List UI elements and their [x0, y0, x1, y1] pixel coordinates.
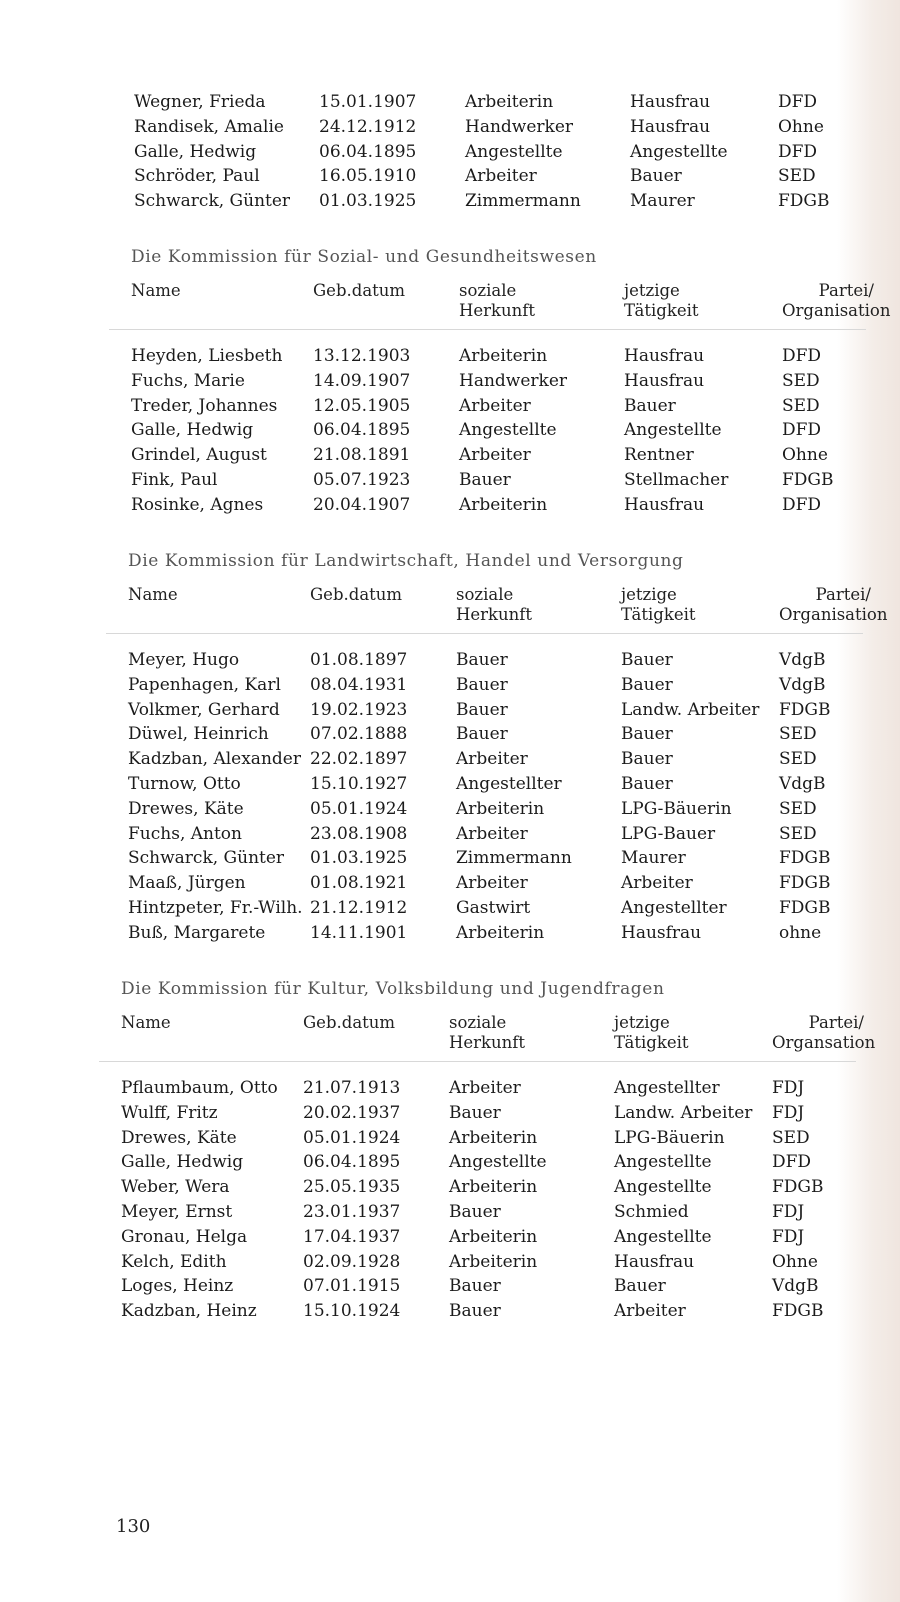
cell-origin: Bauer — [449, 1276, 501, 1297]
col-occupation-header: jetzige Tätigkeit — [624, 281, 699, 320]
cell-birthdate: 14.09.1907 — [313, 370, 411, 391]
cell-name: Düwel, Heinrich — [128, 724, 269, 745]
cell-occupation: Hausfrau — [624, 494, 705, 515]
cell-origin: Bauer — [456, 699, 508, 720]
cell-occupation: Landw. Arbeiter — [621, 699, 760, 720]
cell-party: VdgB — [779, 650, 826, 670]
table-row — [121, 1175, 864, 1200]
cell-party: DFD — [782, 420, 822, 441]
cell-occupation: LPG-Bäuerin — [614, 1127, 725, 1148]
table-row — [121, 1150, 864, 1175]
cell-party: FDGB — [779, 848, 831, 869]
table-row — [121, 1225, 864, 1250]
table-row — [128, 871, 871, 896]
cell-origin: Bauer — [449, 1201, 501, 1222]
cell-name: Drewes, Käte — [128, 798, 244, 819]
cell-birthdate: 20.02.1937 — [303, 1102, 401, 1123]
table-row — [134, 90, 870, 115]
table-row — [128, 797, 871, 822]
table-header — [109, 281, 891, 330]
col-party-header: Partei/ Organsation — [772, 1013, 876, 1052]
table-body — [121, 1076, 864, 1324]
cell-origin: Arbeiter — [459, 395, 531, 416]
cell-party: FDGB — [782, 469, 834, 490]
cell-origin: Arbeiter — [465, 166, 537, 187]
commission-social-health — [131, 247, 891, 518]
cell-birthdate: 17.04.1937 — [303, 1226, 401, 1247]
cell-party: FDGB — [772, 1301, 824, 1322]
cell-origin: Bauer — [459, 469, 511, 490]
cell-occupation: Bauer — [621, 724, 673, 745]
commission-culture-education — [121, 979, 876, 1324]
cell-birthdate: 05.01.1924 — [310, 798, 408, 819]
table-row — [128, 698, 871, 723]
cell-party: SED — [779, 749, 817, 770]
section-title: Die Kommission für Kultur, Volksbildung und Jugendfragen — [121, 979, 665, 999]
cell-birthdate: 02.09.1928 — [303, 1251, 401, 1272]
col-origin-header: soziale Herkunft — [456, 585, 533, 624]
table-row — [121, 1250, 864, 1275]
continued-member-table — [134, 90, 870, 214]
cell-origin: Angestellte — [449, 1152, 547, 1173]
cell-occupation: LPG-Bauer — [621, 823, 716, 844]
table-row — [121, 1076, 864, 1101]
cell-birthdate: 15.10.1924 — [303, 1301, 401, 1322]
cell-origin: Arbeiter — [449, 1078, 521, 1098]
cell-name: Heyden, Liesbeth — [131, 346, 283, 366]
cell-name: Loges, Heinz — [121, 1276, 234, 1297]
cell-occupation: Bauer — [624, 395, 676, 416]
cell-origin: Arbeiterin — [459, 346, 548, 366]
cell-party: FDGB — [778, 191, 830, 212]
cell-origin: Angestellte — [465, 141, 563, 162]
table-row — [131, 344, 874, 369]
cell-party: DFD — [778, 92, 818, 112]
cell-party: ohne — [779, 922, 822, 943]
cell-name: Wegner, Frieda — [134, 92, 266, 112]
cell-name: Fuchs, Anton — [128, 823, 242, 844]
cell-origin: Arbeiter — [459, 445, 531, 466]
cell-birthdate: 21.12.1912 — [310, 897, 408, 918]
commission-agriculture-trade — [128, 551, 888, 946]
cell-occupation: Stellmacher — [624, 469, 729, 490]
table-row — [131, 443, 874, 468]
cell-birthdate: 05.01.1924 — [303, 1127, 401, 1148]
cell-name: Volkmer, Gerhard — [128, 699, 280, 720]
section-title: Die Kommission für Sozial- und Gesundheitswesen — [131, 247, 597, 267]
cell-party: Ohne — [782, 445, 828, 466]
cell-birthdate: 06.04.1895 — [303, 1152, 401, 1173]
cell-origin: Zimmermann — [456, 848, 572, 869]
cell-birthdate: 14.11.1901 — [310, 922, 408, 943]
table-row — [121, 1101, 864, 1126]
cell-birthdate: 05.07.1923 — [313, 469, 411, 490]
cell-party: VdgB — [779, 773, 826, 794]
cell-occupation: Hausfrau — [614, 1251, 695, 1272]
table-row — [128, 722, 871, 747]
cell-party: SED — [772, 1127, 810, 1148]
cell-occupation: Angestellte — [614, 1226, 712, 1247]
cell-occupation: LPG-Bäuerin — [621, 798, 732, 819]
cell-party: FDJ — [772, 1102, 805, 1123]
cell-birthdate: 07.01.1915 — [303, 1276, 401, 1297]
cell-name: Treder, Johannes — [131, 395, 278, 416]
cell-name: Galle, Hedwig — [131, 420, 254, 441]
cell-origin: Gastwirt — [456, 897, 531, 918]
col-party-header: Partei/ Organisation — [782, 281, 891, 320]
cell-name: Wulff, Fritz — [121, 1102, 218, 1123]
cell-party: SED — [778, 166, 816, 187]
table-row — [131, 394, 874, 419]
cell-occupation: Bauer — [621, 674, 673, 695]
cell-origin: Arbeiterin — [449, 1226, 538, 1247]
table-row — [134, 164, 870, 189]
cell-party: Ohne — [778, 116, 824, 137]
cell-occupation: Hausfrau — [630, 116, 711, 137]
cell-birthdate: 21.08.1891 — [313, 445, 411, 466]
cell-occupation: Maurer — [621, 848, 686, 869]
cell-origin: Bauer — [449, 1102, 501, 1123]
cell-origin: Angestellte — [459, 420, 557, 441]
cell-party: DFD — [778, 141, 818, 162]
cell-name: Pflaumbaum, Otto — [121, 1078, 278, 1098]
table-row — [131, 493, 874, 518]
cell-name: Galle, Hedwig — [121, 1152, 244, 1173]
cell-origin: Zimmermann — [465, 191, 581, 212]
cell-occupation: Hausfrau — [624, 370, 705, 391]
cell-occupation: Angestellter — [614, 1078, 720, 1098]
cell-birthdate: 15.01.1907 — [319, 92, 417, 112]
cell-origin: Arbeiterin — [459, 494, 548, 515]
col-birthdate-header: Geb.datum — [310, 585, 403, 604]
cell-occupation: Angestellte — [614, 1177, 712, 1198]
col-origin-header: soziale Herkunft — [449, 1013, 526, 1052]
section-title: Die Kommission für Landwirtschaft, Handel und Versorgung — [128, 551, 684, 571]
cell-occupation: Bauer — [614, 1276, 666, 1297]
cell-origin: Bauer — [449, 1301, 501, 1322]
table-header — [106, 585, 888, 634]
cell-birthdate: 06.04.1895 — [313, 420, 411, 441]
cell-name: Weber, Wera — [121, 1177, 230, 1198]
cell-origin: Bauer — [456, 724, 508, 745]
cell-party: FDJ — [772, 1201, 805, 1222]
cell-birthdate: 06.04.1895 — [319, 141, 417, 162]
cell-birthdate: 16.05.1910 — [319, 166, 417, 187]
cell-name: Kadzban, Alexander — [128, 749, 301, 770]
cell-origin: Handwerker — [465, 116, 574, 137]
table-row — [134, 189, 870, 214]
col-birthdate-header: Geb.datum — [313, 281, 406, 300]
cell-occupation: Arbeiter — [621, 873, 693, 894]
cell-birthdate: 01.03.1925 — [319, 191, 417, 212]
cell-occupation: Angestellte — [614, 1152, 712, 1173]
cell-party: DFD — [772, 1152, 812, 1173]
cell-name: Fink, Paul — [131, 469, 218, 490]
cell-origin: Angestellter — [456, 773, 562, 794]
cell-birthdate: 01.03.1925 — [310, 848, 408, 869]
cell-party: FDGB — [779, 873, 831, 894]
cell-occupation: Angestellte — [624, 420, 722, 441]
cell-origin: Arbeiter — [456, 873, 528, 894]
cell-name: Schröder, Paul — [134, 166, 260, 187]
table-row — [128, 822, 871, 847]
cell-origin: Handwerker — [459, 370, 568, 391]
cell-occupation: Bauer — [621, 773, 673, 794]
cell-birthdate: 12.05.1905 — [313, 395, 411, 416]
cell-party: Ohne — [772, 1251, 818, 1272]
cell-occupation: Schmied — [614, 1201, 689, 1222]
cell-birthdate: 24.12.1912 — [319, 116, 417, 137]
cell-name: Schwarck, Günter — [128, 848, 285, 869]
table-row — [134, 115, 870, 140]
cell-party: VdgB — [779, 674, 826, 695]
cell-name: Drewes, Käte — [121, 1127, 237, 1148]
cell-origin: Arbeiterin — [465, 92, 554, 112]
cell-origin: Bauer — [456, 650, 508, 670]
col-party-header: Partei/ Organisation — [779, 585, 888, 624]
col-name-header: Name — [131, 281, 181, 300]
cell-party: SED — [782, 370, 820, 391]
table-row — [131, 369, 874, 394]
cell-party: DFD — [782, 494, 822, 515]
cell-name: Papenhagen, Karl — [128, 674, 281, 695]
cell-party: FDJ — [772, 1078, 805, 1098]
table-row — [128, 673, 871, 698]
col-origin-header: soziale Herkunft — [459, 281, 536, 320]
col-occupation-header: jetzige Tätigkeit — [621, 585, 696, 624]
cell-occupation: Bauer — [630, 166, 682, 187]
cell-name: Galle, Hedwig — [134, 141, 257, 162]
table-row — [131, 418, 874, 443]
page-number: 130 — [116, 1516, 151, 1537]
cell-birthdate: 22.02.1897 — [310, 749, 408, 770]
col-name-header: Name — [128, 585, 178, 604]
cell-party: VdgB — [772, 1276, 819, 1297]
table-row — [121, 1200, 864, 1225]
cell-origin: Arbeiterin — [456, 798, 545, 819]
table-row — [128, 747, 871, 772]
table-body — [131, 344, 874, 518]
cell-birthdate: 13.12.1903 — [313, 346, 411, 366]
cell-occupation: Arbeiter — [614, 1301, 686, 1322]
cell-birthdate: 23.01.1937 — [303, 1201, 401, 1222]
table-row — [131, 468, 874, 493]
table-row — [121, 1126, 864, 1151]
cell-name: Schwarck, Günter — [134, 191, 291, 212]
cell-origin: Arbeiter — [456, 749, 528, 770]
cell-origin: Arbeiterin — [449, 1251, 538, 1272]
cell-name: Meyer, Ernst — [121, 1201, 233, 1222]
cell-origin: Arbeiterin — [449, 1177, 538, 1198]
table-row — [128, 648, 871, 673]
cell-birthdate: 01.08.1897 — [310, 650, 408, 670]
col-occupation-header: jetzige Tätigkeit — [614, 1013, 689, 1052]
cell-occupation: Bauer — [621, 749, 673, 770]
cell-birthdate: 20.04.1907 — [313, 494, 411, 515]
cell-occupation: Rentner — [624, 445, 694, 466]
cell-name: Rosinke, Agnes — [131, 494, 264, 515]
cell-occupation: Bauer — [621, 650, 673, 670]
cell-party: SED — [779, 798, 817, 819]
cell-party: DFD — [782, 346, 822, 366]
cell-occupation: Hausfrau — [630, 92, 711, 112]
cell-name: Hintzpeter, Fr.-Wilh. — [128, 897, 303, 918]
cell-occupation: Angestellte — [630, 141, 728, 162]
table-row — [121, 1274, 864, 1299]
cell-birthdate: 21.07.1913 — [303, 1078, 401, 1098]
col-name-header: Name — [121, 1013, 171, 1032]
table-row — [128, 772, 871, 797]
cell-occupation: Landw. Arbeiter — [614, 1102, 753, 1123]
cell-birthdate: 25.05.1935 — [303, 1177, 401, 1198]
cell-name: Grindel, August — [131, 445, 267, 466]
cell-party: FDJ — [772, 1226, 805, 1247]
cell-party: SED — [779, 823, 817, 844]
table-body — [134, 90, 870, 214]
cell-origin: Arbeiterin — [456, 922, 545, 943]
cell-origin: Arbeiterin — [449, 1127, 538, 1148]
cell-name: Kadzban, Heinz — [121, 1301, 257, 1322]
table-row — [128, 846, 871, 871]
cell-occupation: Maurer — [630, 191, 695, 212]
cell-name: Turnow, Otto — [128, 773, 241, 794]
cell-name: Kelch, Edith — [121, 1251, 227, 1272]
cell-birthdate: 01.08.1921 — [310, 873, 408, 894]
cell-name: Meyer, Hugo — [128, 650, 240, 670]
cell-birthdate: 15.10.1927 — [310, 773, 408, 794]
cell-birthdate: 08.04.1931 — [310, 674, 408, 695]
cell-party: FDGB — [779, 897, 831, 918]
col-birthdate-header: Geb.datum — [303, 1013, 396, 1032]
table-row — [128, 896, 871, 921]
cell-party: FDGB — [772, 1177, 824, 1198]
table-row — [128, 921, 871, 946]
cell-occupation: Angestellter — [621, 897, 727, 918]
cell-name: Buß, Margarete — [128, 922, 266, 943]
cell-origin: Bauer — [456, 674, 508, 695]
cell-birthdate: 07.02.1888 — [310, 724, 408, 745]
cell-party: SED — [779, 724, 817, 745]
cell-name: Maaß, Jürgen — [128, 873, 246, 894]
cell-name: Gronau, Helga — [121, 1226, 248, 1247]
table-header — [99, 1013, 876, 1062]
cell-occupation: Hausfrau — [624, 346, 705, 366]
cell-birthdate: 23.08.1908 — [310, 823, 408, 844]
cell-party: SED — [782, 395, 820, 416]
table-row — [134, 140, 870, 165]
table-row — [121, 1299, 864, 1324]
table-body — [128, 648, 871, 946]
cell-name: Fuchs, Marie — [131, 370, 245, 391]
cell-origin: Arbeiter — [456, 823, 528, 844]
cell-name: Randisek, Amalie — [134, 116, 284, 137]
cell-party: FDGB — [779, 699, 831, 720]
cell-birthdate: 19.02.1923 — [310, 699, 408, 720]
cell-occupation: Hausfrau — [621, 922, 702, 943]
